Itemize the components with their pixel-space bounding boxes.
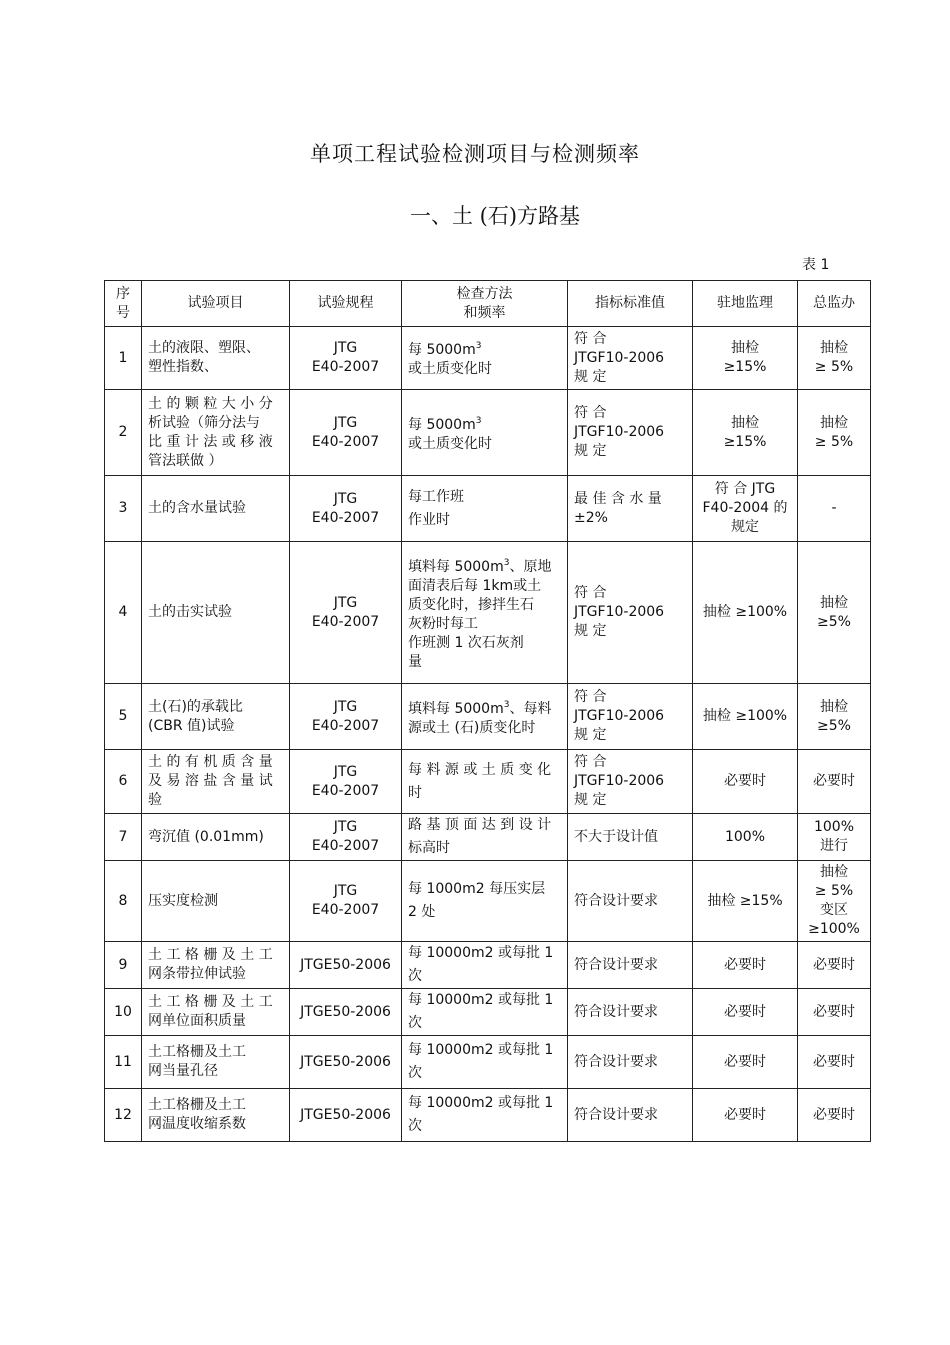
test-item: 土工格栅及土工 网温度收缩系数 (142, 1089, 290, 1142)
table-row (105, 1089, 871, 1142)
row-number: 6 (105, 750, 142, 814)
check-method-text-cont: 或土质变化时 (408, 435, 492, 452)
test-rule: JTG E40-2007 (290, 684, 402, 750)
chief-supervision: 100% 进行 (798, 814, 871, 861)
standard-value: 符 合 JTGF10-2006 规 定 (568, 390, 693, 476)
check-method (402, 327, 568, 390)
table-row (105, 861, 871, 942)
table-row (105, 814, 871, 861)
table-row (105, 390, 871, 476)
test-rule: JTG E40-2007 (290, 750, 402, 814)
test-item: 土 工 格 栅 及 土 工 网条带拉伸试验 (142, 942, 290, 989)
test-item: 压实度检测 (142, 861, 290, 942)
standard-value: 符 合 JTGF10-2006 规 定 (568, 327, 693, 390)
test-rule: JTG E40-2007 (290, 861, 402, 942)
chief-supervision: 抽检 ≥5% (798, 684, 871, 750)
test-rule: JTG E40-2007 (290, 814, 402, 861)
table-row (105, 542, 871, 684)
test-item: 土工格栅及土工 网当量孔径 (142, 1036, 290, 1089)
check-method-text-cont: 或土质变化时 (408, 361, 492, 377)
test-rule: JTGE50-2006 (290, 1036, 402, 1089)
chief-supervision: 必要时 (798, 989, 871, 1036)
resident-supervision: 必要时 (693, 750, 798, 814)
check-method-text-cont: 、原地 面清表后每 1km或土 质变化时，掺拌生石 灰粉时每工 作班测 1 次石灰剂 量 (408, 558, 552, 670)
resident-supervision: 100% (693, 814, 798, 861)
chief-supervision: 抽检 ≥ 5% 变区 ≥100% (798, 861, 871, 942)
test-item: 土 的 有 机 质 含 量 及 易 溶 盐 含 量 试 验 (142, 750, 290, 814)
check-method-text: 每 5000m (408, 416, 476, 433)
test-rule: JTG E40-2007 (290, 542, 402, 684)
superscript: 3 (475, 341, 482, 351)
chief-supervision: 必要时 (798, 750, 871, 814)
resident-supervision: 符 合 JTG F40-2004 的 规定 (693, 476, 798, 542)
test-item: 弯沉值 (0.01mm) (142, 814, 290, 861)
standard-value: 符 合 JTGF10-2006 规 定 (568, 684, 693, 750)
test-rule: JTG E40-2007 (290, 390, 402, 476)
resident-supervision: 抽检 ≥100% (693, 684, 798, 750)
table-row (105, 684, 871, 750)
check-method-text: 每 5000m (408, 342, 476, 358)
row-number: 9 (105, 942, 142, 989)
header-method: 检查方法 和频率 (402, 281, 568, 327)
check-method-text: 每 1000m2 每压实层 2 处 (408, 881, 546, 920)
header-no: 序 号 (105, 281, 142, 327)
header-row (105, 281, 871, 327)
test-item: 土的液限、塑限、 塑性指数、 (142, 327, 290, 390)
check-method (402, 476, 568, 542)
row-number: 10 (105, 989, 142, 1036)
standard-value: 不大于设计值 (568, 814, 693, 861)
chief-supervision: 抽检 ≥5% (798, 542, 871, 684)
resident-supervision: 必要时 (693, 1036, 798, 1089)
test-frequency-table (104, 280, 871, 1142)
header-standard: 指标标准值 (568, 281, 693, 327)
standard-value: 符 合 JTGF10-2006 规 定 (568, 542, 693, 684)
test-rule: JTG E40-2007 (290, 327, 402, 390)
standard-value: 符合设计要求 (568, 861, 693, 942)
row-number: 1 (105, 327, 142, 390)
check-method (402, 989, 568, 1036)
check-method-text: 路 基 顶 面 达 到 设 计 标高时 (408, 817, 552, 856)
check-method (402, 814, 568, 861)
test-rule: JTGE50-2006 (290, 1089, 402, 1142)
check-method-text: 每工作班 作业时 (408, 488, 464, 528)
check-method-text: 每 10000m2 或每批 1 次 (408, 992, 554, 1031)
table-row (105, 750, 871, 814)
row-number: 2 (105, 390, 142, 476)
check-method-text: 每 10000m2 或每批 1 次 (408, 1042, 554, 1081)
resident-supervision: 抽检 ≥15% (693, 390, 798, 476)
check-method-text: 每 10000m2 或每批 1 次 (408, 945, 554, 984)
table-row (105, 1036, 871, 1089)
row-number: 8 (105, 861, 142, 942)
resident-supervision: 必要时 (693, 1089, 798, 1142)
check-method-text: 填料每 5000m (408, 700, 504, 717)
test-item: 土的含水量试验 (142, 476, 290, 542)
row-number: 4 (105, 542, 142, 684)
chief-supervision: 抽检 ≥ 5% (798, 327, 871, 390)
section-heading: 一、土 (石)方路基 (409, 204, 581, 228)
check-method (402, 684, 568, 750)
row-number: 11 (105, 1036, 142, 1089)
row-number: 7 (105, 814, 142, 861)
test-rule: JTGE50-2006 (290, 989, 402, 1036)
standard-value: 符 合 JTGF10-2006 规 定 (568, 750, 693, 814)
row-number: 5 (105, 684, 142, 750)
check-method-text: 每 料 源 或 土 质 变 化 时 (408, 761, 552, 801)
check-method-text: 每 10000m2 或每批 1 次 (408, 1095, 554, 1134)
standard-value: 符合设计要求 (568, 1036, 693, 1089)
standard-value: 符合设计要求 (568, 1089, 693, 1142)
superscript: 3 (475, 415, 482, 426)
test-item: 土 的 颗 粒 大 小 分 析试验（筛分法与 比 重 计 法 或 移 液 管法联做 ） (142, 390, 290, 476)
check-method (402, 1036, 568, 1089)
check-method (402, 750, 568, 814)
table-number: 表 1 (802, 257, 830, 273)
test-item: 土的击实试验 (142, 542, 290, 684)
test-item: 土 工 格 栅 及 土 工 网单位面积质量 (142, 989, 290, 1036)
superscript: 3 (503, 557, 510, 568)
table-row (105, 476, 871, 542)
check-method (402, 942, 568, 989)
header-item: 试验项目 (142, 281, 290, 327)
row-number: 3 (105, 476, 142, 542)
test-item: 土(石)的承载比 (CBR 值)试验 (142, 684, 290, 750)
check-method (402, 1089, 568, 1142)
row-number: 12 (105, 1089, 142, 1142)
resident-supervision: 抽检 ≥15% (693, 327, 798, 390)
check-method (402, 390, 568, 476)
header-rule: 试验规程 (290, 281, 402, 327)
check-method-text: 填料每 5000m (408, 558, 504, 575)
table-row (105, 942, 871, 989)
chief-supervision: 必要时 (798, 1036, 871, 1089)
resident-supervision: 必要时 (693, 942, 798, 989)
header-chief-office: 总监办 (798, 281, 871, 327)
table-row (105, 327, 871, 390)
test-rule: JTGE50-2006 (290, 942, 402, 989)
table-row (105, 989, 871, 1036)
check-method (402, 861, 568, 942)
check-method-text-cont: 、每料 源或土 (石)质变化时 (408, 700, 552, 736)
standard-value: 最 佳 含 水 量 ±2% (568, 476, 693, 542)
chief-supervision: - (798, 476, 871, 542)
resident-supervision: 抽检 ≥100% (693, 542, 798, 684)
document-title: 单项工程试验检测项目与检测频率 (310, 142, 640, 166)
test-rule: JTG E40-2007 (290, 476, 402, 542)
chief-supervision: 必要时 (798, 1089, 871, 1142)
chief-supervision: 必要时 (798, 942, 871, 989)
standard-value: 符合设计要求 (568, 989, 693, 1036)
chief-supervision: 抽检 ≥ 5% (798, 390, 871, 476)
resident-supervision: 抽检 ≥15% (693, 861, 798, 942)
check-method (402, 542, 568, 684)
header-resident-supervisor: 驻地监理 (693, 281, 798, 327)
resident-supervision: 必要时 (693, 989, 798, 1036)
superscript: 3 (503, 699, 510, 710)
standard-value: 符合设计要求 (568, 942, 693, 989)
